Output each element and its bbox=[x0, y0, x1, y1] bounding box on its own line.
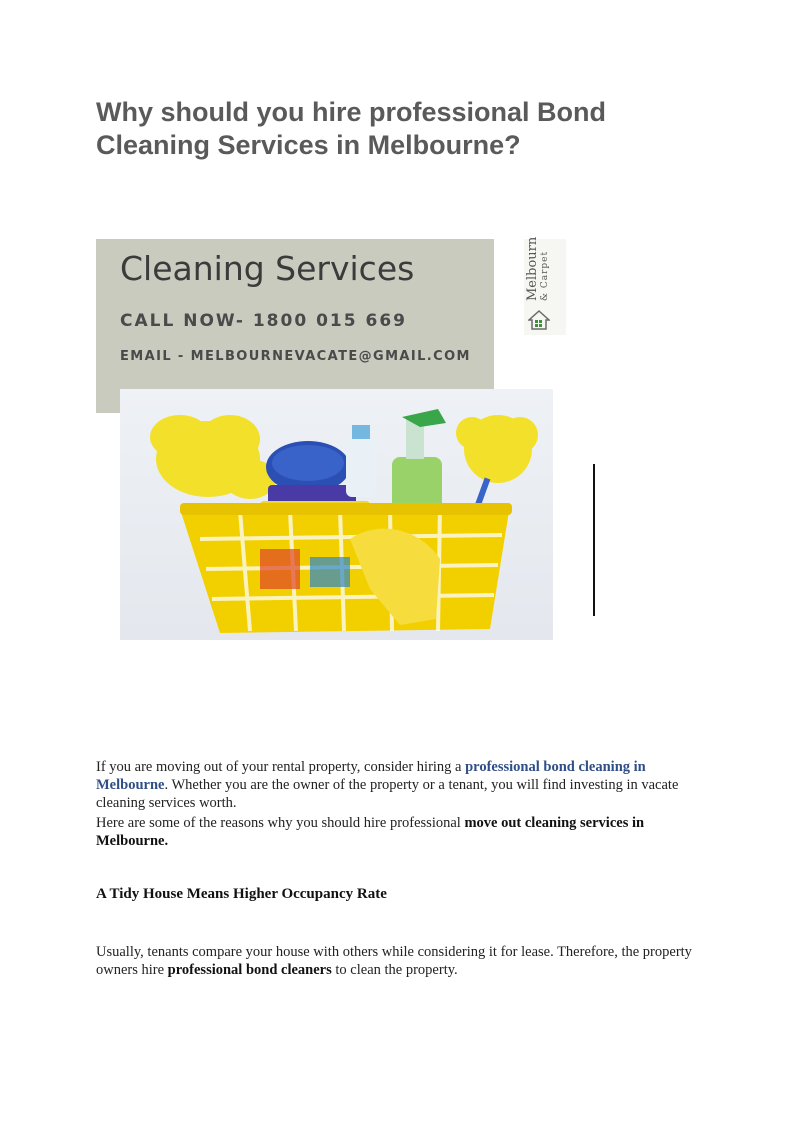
section-body: Usually, tenants compare your house with others while considering it for lease. Therefore, the property owners hire professional bond cleaners to clean the property. bbox=[96, 944, 692, 978]
logo-line1: Melbourn bbox=[525, 236, 540, 301]
banner-heading: Cleaning Services bbox=[120, 249, 415, 288]
house-icon bbox=[528, 309, 550, 331]
bond-cleaners-text: professional bond cleaners bbox=[167, 962, 332, 978]
intro-paragraph: If you are moving out of your rental property, consider hiring a professional bond cleaning in Melbourne. Whether you are the owner of the property or a tenant, you will find investing in vacate cleaning services worth. bbox=[96, 759, 679, 811]
section-heading: A Tidy House Means Higher Occupancy Rate bbox=[96, 886, 387, 902]
services-banner bbox=[96, 239, 494, 413]
banner-email: EMAIL - MELBOURNEVACATE@GMAIL.COM bbox=[120, 349, 471, 364]
company-logo bbox=[524, 236, 566, 335]
move-out-cleaning-text: move out cleaning services in Melbourne. bbox=[96, 815, 645, 849]
bond-cleaning-link[interactable]: professional bond cleaning in Melbourne bbox=[96, 759, 646, 793]
logo-line2: & Carpet bbox=[540, 250, 550, 301]
banner-phone: CALL NOW- 1800 015 669 bbox=[120, 311, 407, 331]
vertical-divider bbox=[593, 464, 595, 616]
reasons-paragraph: Here are some of the reasons why you should hire professional move out cleaning services in Melbourne. bbox=[96, 815, 645, 849]
cleaning-basket-image bbox=[120, 389, 553, 640]
page-title: Why should you hire professional Bond Cleaning Services in Melbourne? bbox=[96, 97, 607, 160]
